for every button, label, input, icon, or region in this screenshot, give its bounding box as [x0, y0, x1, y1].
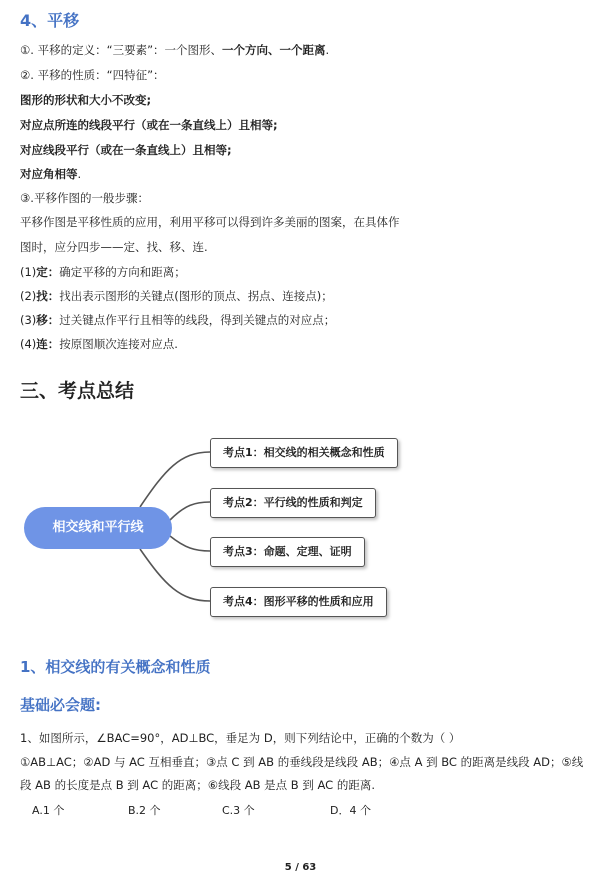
step-4-num: (4) — [20, 337, 37, 351]
page-number: 5 / 63 — [284, 862, 317, 873]
step-4-key: 连： — [36, 337, 60, 351]
connector-3 — [170, 536, 210, 551]
mindmap-node-2: 考点2：平行线的性质和判定 — [210, 488, 376, 518]
steps-intro-2: 图时，应分四步——定、找、移、连. — [20, 240, 208, 254]
definition-bold: 一个方向、一个距离 — [222, 43, 326, 57]
mindmap-node-3: 考点3：命题、定理、证明 — [210, 537, 365, 567]
mindmap-node-4: 考点4：图形平移的性质和应用 — [210, 587, 387, 617]
step-3-num: (3) — [20, 313, 37, 327]
subsection-title: 1、相交线的有关概念和性质 — [20, 658, 211, 676]
question-line-2: ①AB⊥AC；②AD 与 AC 互相垂直；③点 C 到 AB 的垂线段是线段 AB；④点 A 到 BC 的距离是线段 AD；⑤线 — [20, 755, 584, 769]
property-3: 对应线段平行（或在一条直线上）且相等; — [20, 143, 232, 157]
step-3-text: 过关键点作平行且相等的线段，得到关键点的对应点； — [59, 313, 336, 327]
mindmap-node-1: 考点1：相交线的相关概念和性质 — [210, 438, 398, 468]
option-a: A.1 个 — [32, 804, 65, 817]
definition-text: ①. 平移的定义：“三要素”：一个图形、 — [20, 43, 223, 57]
option-b: B.2 个 — [128, 804, 161, 817]
definition-end: . — [325, 43, 330, 57]
connector-1 — [140, 452, 210, 507]
step-2-key: 找： — [36, 289, 60, 303]
basic-title: 基础必会题: — [20, 696, 101, 714]
step-1-text: 确定平移的方向和距离； — [59, 265, 186, 279]
property-2: 对应点所连的线段平行（或在一条直线上）且相等; — [20, 118, 278, 132]
mindmap-root: 相交线和平行线 — [24, 507, 172, 549]
step-1-key: 定： — [36, 265, 60, 279]
option-d: D．4 个 — [330, 804, 371, 817]
property-4-end: . — [77, 167, 82, 181]
property-heading: ②. 平移的性质：“四特征”： — [20, 68, 165, 82]
connector-4 — [140, 549, 210, 601]
step-4-text: 按原图顺次连接对应点. — [59, 337, 178, 351]
property-4-bold: 对应角相等 — [20, 167, 78, 181]
option-c: C.3 个 — [222, 804, 255, 817]
step-1-num: (1) — [20, 265, 37, 279]
steps-intro-1: 平移作图是平移性质的应用，利用平移可以得到许多美丽的图案，在具体作 — [20, 215, 400, 229]
property-1: 图形的形状和大小不改变; — [20, 93, 152, 107]
step-2-text: 找出表示图形的关键点(图形的顶点、拐点、连接点)； — [59, 289, 333, 303]
question-line-1: 1、如图所示，∠BAC=90°，AD⊥BC，垂足为 D，则下列结论中，正确的个数为（ ） — [20, 731, 461, 745]
step-3-key: 移： — [36, 313, 60, 327]
steps-heading: ③.平移作图的一般步骤： — [20, 191, 149, 205]
chapter-title: 三、考点总结 — [20, 380, 135, 402]
section-title-translation: 4、平移 — [20, 11, 80, 30]
question-line-3: 段 AB 的长度是点 B 到 AC 的距离；⑥线段 AB 是点 B 到 AC 的距离. — [20, 778, 376, 792]
connector-2 — [170, 502, 210, 520]
step-2-num: (2) — [20, 289, 37, 303]
